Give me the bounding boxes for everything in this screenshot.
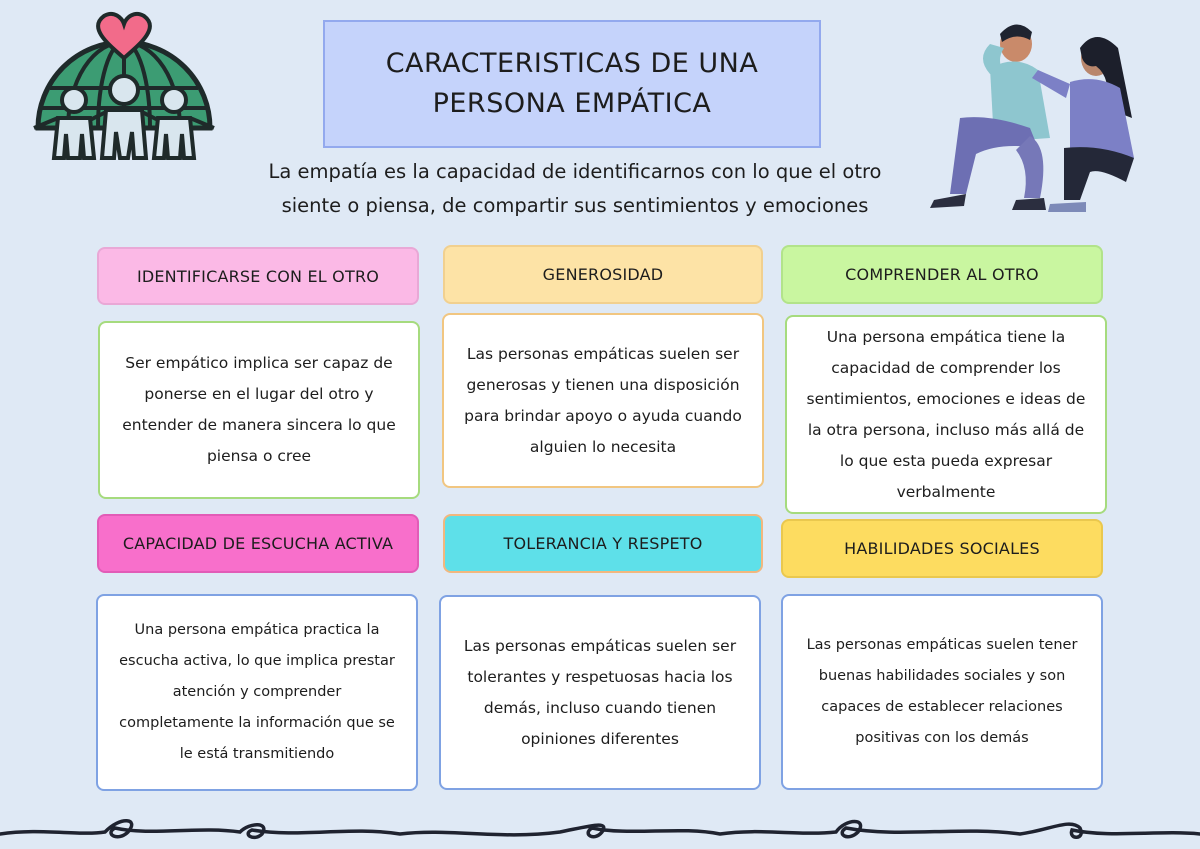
card-escucha-activa: Una persona empática practica la escucha activa, lo que implica prestar atención y comprender completamente la información que se le está transmitiendo <box>96 594 418 791</box>
curly-line-divider <box>0 806 1200 849</box>
heading-habilidades: HABILIDADES SOCIALES <box>781 519 1103 578</box>
heading-tolerancia: TOLERANCIA Y RESPETO <box>443 514 763 573</box>
card-tolerancia: Las personas empáticas suelen ser tolerantes y respetuosas hacia los demás, incluso cuando tienen opiniones diferentes <box>439 595 761 790</box>
intro-text: La empatía es la capacidad de identificarnos con lo que el otro siente o piensa, de compartir sus sentimientos y emociones <box>268 160 882 217</box>
card-generosidad: Las personas empáticas suelen ser generosas y tienen una disposición para brindar apoyo o ayuda cuando alguien lo necesita <box>442 313 764 488</box>
card-identificarse: Ser empático implica ser capaz de ponerse en el lugar del otro y entender de manera sincera lo que piensa o cree <box>98 321 420 499</box>
heading-identificarse: IDENTIFICARSE CON EL OTRO <box>97 247 419 305</box>
card-habilidades: Las personas empáticas suelen tener buenas habilidades sociales y son capaces de establecer relaciones positivas con los demás <box>781 594 1103 790</box>
couple-comforting-illustration <box>920 18 1160 214</box>
heading-escucha-activa: CAPACIDAD DE ESCUCHA ACTIVA <box>97 514 419 573</box>
heading-comprender: COMPRENDER AL OTRO <box>781 245 1103 304</box>
heading-generosidad: GENEROSIDAD <box>443 245 763 304</box>
globe-people-heart-icon <box>28 8 220 168</box>
page-title: CARACTERISTICAS DE UNA PERSONA EMPÁTICA <box>323 20 821 148</box>
card-comprender: Una persona empática tiene la capacidad de comprender los sentimientos, emociones e ideas de la otra persona, incluso más allá de lo que esta pueda expresar verbalmente <box>785 315 1107 514</box>
